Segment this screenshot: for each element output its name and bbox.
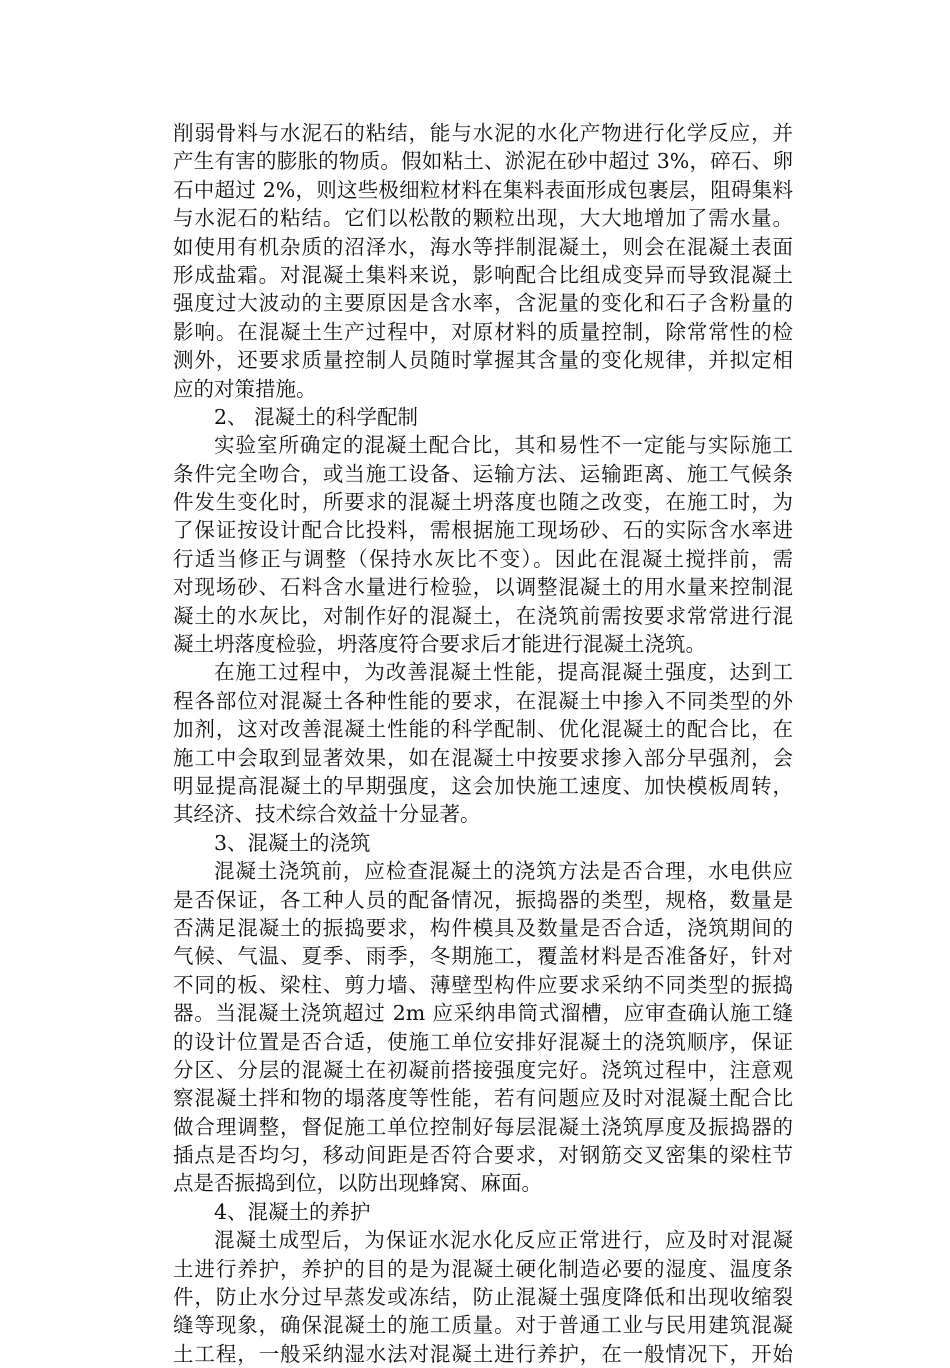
text-line: 凝土的水灰比，对制作好的混凝土，在浇筑前需按要求常常进行混 bbox=[173, 603, 793, 628]
text-line: 实验室所确定的混凝土配合比，其和易性不一定能与实际施工 bbox=[214, 433, 793, 458]
text-line: 在施工过程中，为改善混凝土性能，提高混凝土强度，达到工 bbox=[214, 660, 793, 685]
text-line: 器。当混凝土浇筑超过 2m 应采纳串筒式溜槽，应审查确认施工缝 bbox=[173, 1001, 793, 1026]
text-line: 对现场砂、石料含水量进行检验，以调整混凝土的用水量来控制混 bbox=[173, 575, 793, 600]
text-line: 否满足混凝土的振捣要求，构件模具及数量是否合适，浇筑期间的 bbox=[173, 915, 793, 940]
text-line: 强度过大波动的主要原因是含水率，含泥量的变化和石子含粉量的 bbox=[173, 291, 793, 316]
text-line: 3、混凝土的浇筑 bbox=[214, 830, 371, 855]
text-line: 分区、分层的混凝土在初凝前搭接强度完好。浇筑过程中，注意观 bbox=[173, 1057, 793, 1082]
text-line: 产生有害的膨胀的物质。假如粘土、淤泥在砂中超过 3%，碎石、卵 bbox=[173, 149, 793, 174]
text-line: 混凝土成型后，为保证水泥水化反应正常进行，应及时对混凝 bbox=[214, 1228, 793, 1253]
text-line: 条件完全吻合，或当施工设备、运输方法、运输距离、施工气候条 bbox=[173, 461, 793, 486]
text-line: 土进行养护，养护的目的是为混凝土硬化制造必要的湿度、温度条 bbox=[173, 1256, 793, 1281]
text-line: 其经济、技术综合效益十分显著。 bbox=[173, 802, 481, 827]
text-line: 加剂，这对改善混凝土性能的科学配制、优化混凝土的配合比，在 bbox=[173, 717, 793, 742]
text-line: 石中超过 2%，则这些极细粒材料在集料表面形成包裹层，阻碍集料 bbox=[173, 177, 793, 202]
text-line: 了保证按设计配合比投料，需根据施工现场砂、石的实际含水率进 bbox=[173, 518, 793, 543]
text-line: 测外，还要求质量控制人员随时掌握其含量的变化规律，并拟定相 bbox=[173, 348, 793, 373]
text-line: 如使用有机杂质的沼泽水，海水等拌制混凝土，则会在混凝土表面 bbox=[173, 234, 793, 259]
text-line: 程各部位对混凝土各种性能的要求，在混凝土中掺入不同类型的外 bbox=[173, 688, 793, 713]
text-line: 点是否振捣到位，以防出现蜂窝、麻面。 bbox=[173, 1171, 542, 1196]
text-line: 形成盐霜。对混凝土集料来说，影响配合比组成变异而导致混凝土 bbox=[173, 262, 793, 287]
text-line: 件发生变化时，所要求的混凝土坍落度也随之改变，在施工时，为 bbox=[173, 490, 793, 515]
text-line: 与水泥石的粘结。它们以松散的颗粒出现，大大地增加了需水量。 bbox=[173, 206, 793, 231]
text-line: 2、 混凝土的科学配制 bbox=[214, 404, 419, 429]
text-line: 4、混凝土的养护 bbox=[214, 1199, 371, 1224]
text-line: 的设计位置是否合适，使施工单位安排好混凝土的浇筑顺序，保证 bbox=[173, 1029, 793, 1054]
text-line: 影响。在混凝土生产过程中，对原材料的质量控制，除常常性的检 bbox=[173, 319, 793, 344]
text-line: 做合理调整，督促施工单位控制好每层混凝土浇筑厚度及振捣器的 bbox=[173, 1114, 793, 1139]
text-line: 察混凝土拌和物的塌落度等性能，若有问题应及时对混凝土配合比 bbox=[173, 1086, 793, 1111]
text-line: 缝等现象，确保混凝土的施工质量。对于普通工业与民用建筑混凝 bbox=[173, 1313, 793, 1338]
text-line: 明显提高混凝土的早期强度，这会加快施工速度、加快模板周转， bbox=[173, 773, 793, 798]
text-line: 是否保证，各工种人员的配备情况，振捣器的类型，规格，数量是 bbox=[173, 887, 793, 912]
text-line: 混凝土浇筑前，应检查混凝土的浇筑方法是否合理，水电供应 bbox=[214, 859, 793, 884]
text-line: 土工程，一般采纳湿水法对混凝土进行养护，在一般情况下，开始 bbox=[173, 1341, 793, 1366]
document-page bbox=[173, 119, 793, 1368]
text-line: 凝土坍落度检验，坍落度符合要求后才能进行混凝土浇筑。 bbox=[173, 632, 706, 657]
text-line: 削弱骨料与水泥石的粘结，能与水泥的水化产物进行化学反应，并 bbox=[173, 121, 793, 145]
text-line: 插点是否均匀，移动间距是否符合要求，对钢筋交叉密集的梁柱节 bbox=[173, 1143, 793, 1168]
text-line: 应的对策措施。 bbox=[173, 376, 317, 401]
text-line: 气候、气温、夏季、雨季，冬期施工，覆盖材料是否准备好，针对 bbox=[173, 944, 793, 969]
text-line: 件，防止水分过早蒸发或冻结，防止混凝土强度降低和出现收缩裂 bbox=[173, 1285, 793, 1310]
text-line: 行适当修正与调整（保持水灰比不变）。因此在混凝土搅拌前，需 bbox=[173, 546, 793, 571]
text-line: 施工中会取到显著效果，如在混凝土中按要求掺入部分早强剂，会 bbox=[173, 745, 793, 770]
text-line: 不同的板、梁柱、剪力墙、薄壁型构件应要求采纳不同类型的振捣 bbox=[173, 972, 793, 997]
